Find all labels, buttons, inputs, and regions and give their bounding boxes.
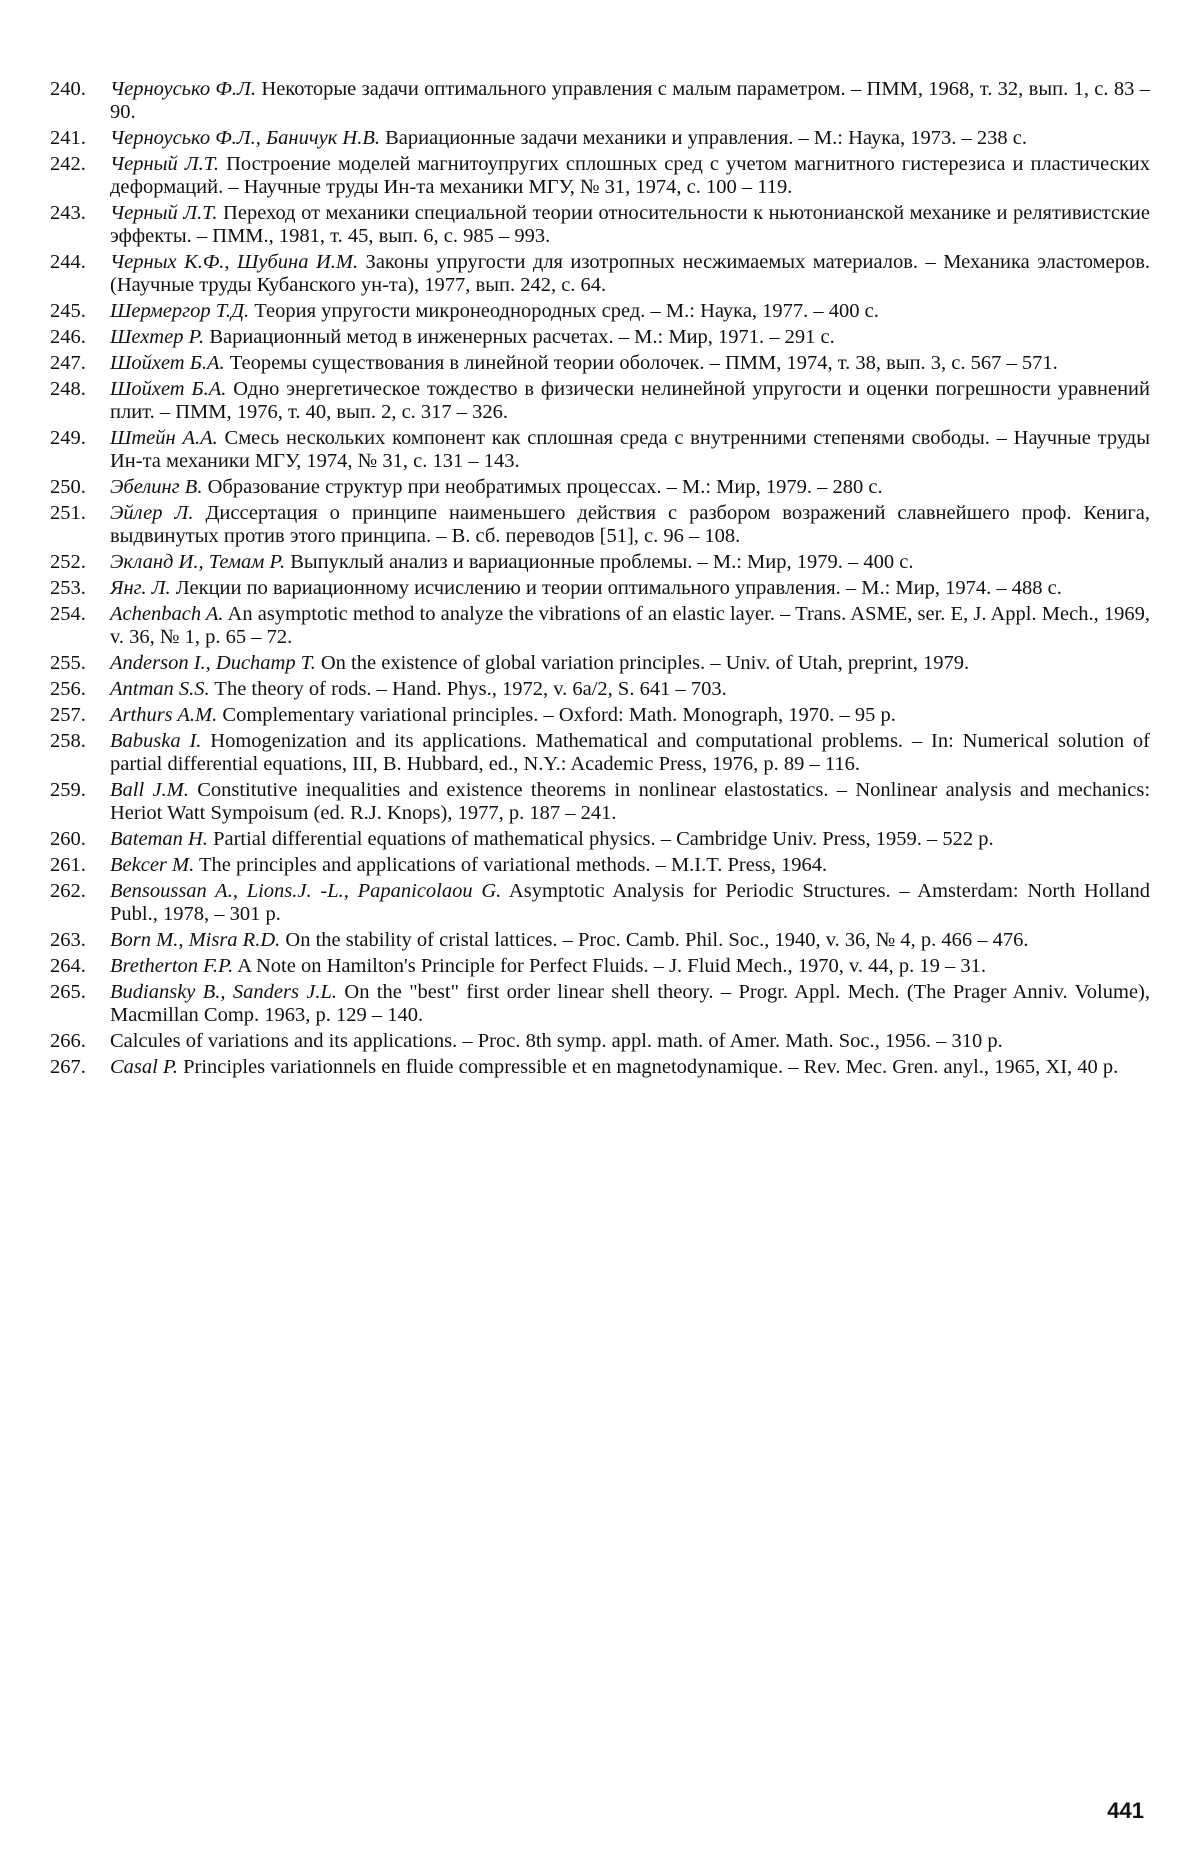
reference-number: 265.	[50, 981, 86, 1003]
reference-text: On the "best" first order linear shell theory. – Progr. Appl. Mech. (The Prager Anniv. Volume), Macmillan Comp. 1963, p. 129 – 140.	[110, 981, 1151, 1026]
reference-entry	[50, 730, 1150, 776]
reference-entry	[50, 1056, 1150, 1079]
reference-text: Complementary variational principles. – Oxford: Math. Monograph, 1970. – 95 p.	[222, 704, 896, 726]
reference-body	[110, 603, 1150, 649]
reference-body	[110, 730, 1150, 776]
reference-body	[110, 352, 1150, 375]
reference-authors: Черноусько Ф.Л.	[110, 78, 257, 100]
reference-text: A Note on Hamilton's Principle for Perfect Fluids. – J. Fluid Mech., 1970, v. 44, p. 19 – 31.	[237, 955, 987, 977]
reference-authors: Budiansky B., Sanders J.L.	[110, 981, 338, 1003]
reference-number: 266.	[50, 1030, 86, 1052]
reference-entry	[50, 929, 1150, 952]
reference-body	[110, 828, 1150, 851]
reference-entry	[50, 378, 1150, 424]
reference-text: Выпуклый анализ и вариационные проблемы. – М.: Мир, 1979. – 400 с.	[290, 551, 914, 573]
reference-body	[110, 652, 1150, 675]
reference-body	[110, 704, 1150, 727]
reference-body	[110, 127, 1150, 150]
reference-entry	[50, 603, 1150, 649]
reference-list	[50, 78, 1150, 1082]
reference-entry	[50, 854, 1150, 877]
reference-authors: Экланд И., Темам Р.	[110, 551, 286, 573]
reference-text: Calcules of variations and its applications. – Proc. 8th symp. appl. math. of Amer. Math. Soc., 1956. – 310 p.	[110, 1030, 1003, 1052]
reference-authors: Achenbach A.	[110, 603, 224, 625]
reference-number: 241.	[50, 127, 86, 149]
reference-entry	[50, 704, 1150, 727]
reference-number: 245.	[50, 300, 86, 322]
reference-entry	[50, 352, 1150, 375]
reference-text: Asymptotic Analysis for Periodic Structures. – Amsterdam: North Holland Publ., 1978, – 301 p.	[110, 880, 1150, 925]
reference-body	[110, 1056, 1150, 1079]
reference-entry	[50, 502, 1150, 548]
reference-authors: Born M., Misra R.D.	[110, 929, 281, 951]
reference-authors: Черных К.Ф., Шубина И.М.	[110, 251, 359, 273]
reference-number: 263.	[50, 929, 86, 951]
reference-body	[110, 326, 1150, 349]
reference-authors: Babuska I.	[110, 730, 202, 752]
reference-text: Partial differential equations of mathematical physics. – Cambridge Univ. Press, 1959. – 522 p.	[213, 828, 994, 850]
reference-entry	[50, 78, 1150, 124]
reference-text: Теоремы существования в линейной теории оболочек. – ПММ, 1974, т. 38, вып. 3, с. 567 – 571.	[229, 352, 1058, 374]
reference-entry	[50, 427, 1150, 473]
reference-text: Вариационные задачи механики и управления. – М.: Наука, 1973. – 238 с.	[385, 127, 1027, 149]
reference-number: 261.	[50, 854, 86, 876]
reference-body	[110, 502, 1150, 548]
reference-text: On the stability of cristal lattices. – Proc. Camb. Phil. Soc., 1940, v. 36, № 4, p. 466 – 476.	[285, 929, 1029, 951]
reference-body	[110, 880, 1150, 926]
reference-text: Законы упругости для изотропных несжимаемых материалов. – Механика эластомеров. (Научные труды Кубанского ун-та), 1977, вып. 242, с. 64.	[110, 251, 1151, 296]
reference-text: Смесь нескольких компонент как сплошная среда с внутренними степенями свободы. – Научные труды Ин-та механики МГУ, 1974, № 31, с. 131 – 143.	[110, 427, 1151, 472]
reference-number: 249.	[50, 427, 86, 449]
reference-number: 252.	[50, 551, 86, 573]
reference-body	[110, 378, 1150, 424]
reference-body	[110, 1030, 1150, 1053]
reference-text: Некоторые задачи оптимального управления с малым параметром. – ПММ, 1968, т. 32, вып. 1, с. 83 – 90.	[110, 78, 1150, 123]
reference-text: Теория упругости микронеоднородных сред. – М.: Наука, 1977. – 400 с.	[254, 300, 879, 322]
reference-authors: Черный Л.Т.	[110, 202, 218, 224]
reference-number: 267.	[50, 1056, 86, 1078]
reference-authors: Casal P.	[110, 1056, 178, 1078]
reference-body	[110, 779, 1150, 825]
reference-text: Переход от механики специальной теории относительности к ньютонианской механике и релятивистские эффекты. – ПММ., 1981, т. 45, вып. 6, с. 985 – 993.	[110, 202, 1150, 247]
page-number: 441	[1107, 1798, 1144, 1823]
reference-body	[110, 929, 1150, 952]
reference-authors: Эбелинг В.	[110, 476, 203, 498]
reference-number: 250.	[50, 476, 86, 498]
reference-text: An asymptotic method to analyze the vibrations of an elastic layer. – Trans. ASME, ser. E, J. Appl. Mech., 1969, v. 36, № 1, p. 65 – 72.	[110, 603, 1150, 648]
reference-number: 240.	[50, 78, 86, 100]
reference-text: Homogenization and its applications. Mathematical and computational problems. – In: Numerical solution of partial differential equations, III, B. Hubbard, ed., N.Y.: Academic Press, 1976, p. 89 – 116.	[110, 730, 1151, 775]
reference-text: The theory of rods. – Hand. Phys., 1972, v. 6a/2, S. 641 – 703.	[214, 678, 727, 700]
reference-number: 264.	[50, 955, 86, 977]
reference-text: Constitutive inequalities and existence theorems in nonlinear elastostatics. – Nonlinear analysis and mechanics: Heriot Watt Sympoisum (ed. R.J. Knops), 1977, p. 187 – 241.	[110, 779, 1151, 824]
reference-number: 255.	[50, 652, 86, 674]
reference-body	[110, 476, 1150, 499]
reference-entry	[50, 326, 1150, 349]
reference-entry	[50, 652, 1150, 675]
reference-body	[110, 577, 1150, 600]
reference-authors: Шермергор Т.Д.	[110, 300, 250, 322]
reference-authors: Шехтер Р.	[110, 326, 205, 348]
reference-entry	[50, 678, 1150, 701]
reference-authors: Черный Л.Т.	[110, 153, 220, 175]
reference-body	[110, 981, 1150, 1027]
reference-entry	[50, 300, 1150, 323]
reference-body	[110, 678, 1150, 701]
reference-number: 262.	[50, 880, 86, 902]
reference-number: 242.	[50, 153, 86, 175]
reference-entry	[50, 202, 1150, 248]
reference-text: The principles and applications of variational methods. – M.I.T. Press, 1964.	[199, 854, 828, 876]
reference-body	[110, 251, 1150, 297]
reference-number: 246.	[50, 326, 86, 348]
reference-number: 251.	[50, 502, 86, 524]
reference-body	[110, 153, 1150, 199]
reference-body	[110, 300, 1150, 323]
reference-entry	[50, 127, 1150, 150]
reference-authors: Bateman H.	[110, 828, 208, 850]
reference-number: 244.	[50, 251, 86, 273]
reference-number: 248.	[50, 378, 86, 400]
reference-authors: Arthurs A.M.	[110, 704, 218, 726]
reference-body	[110, 427, 1150, 473]
reference-text: Диссертация о принципе наименьшего действия с разбором возражений славнейшего проф. Кенига, выдвинутых против этого принципа. – В. сб. переводов [51], с. 96 – 108.	[110, 502, 1150, 547]
reference-entry	[50, 551, 1150, 574]
reference-text: Вариационный метод в инженерных расчетах. – М.: Мир, 1971. – 291 с.	[209, 326, 835, 348]
reference-entry	[50, 1030, 1150, 1053]
reference-authors: Эйлер Л.	[110, 502, 194, 524]
reference-entry	[50, 251, 1150, 297]
reference-entry	[50, 476, 1150, 499]
reference-entry	[50, 577, 1150, 600]
reference-authors: Янг. Л.	[110, 577, 171, 599]
reference-body	[110, 854, 1150, 877]
reference-authors: Штейн А.А.	[110, 427, 218, 449]
reference-body	[110, 78, 1150, 124]
reference-body	[110, 202, 1150, 248]
reference-text: On the existence of global variation principles. – Univ. of Utah, preprint, 1979.	[320, 652, 970, 674]
reference-body	[110, 551, 1150, 574]
reference-entry	[50, 981, 1150, 1027]
reference-text: Одно энергетическое тождество в физически нелинейной упругости и оценки погрешности уравнений плит. – ПММ, 1976, т. 40, вып. 2, с. 317 – 326.	[110, 378, 1150, 423]
reference-number: 256.	[50, 678, 86, 700]
reference-number: 247.	[50, 352, 86, 374]
reference-text: Образование структур при необратимых процессах. – М.: Мир, 1979. – 280 с.	[207, 476, 883, 498]
reference-authors: Шойхет Б.А.	[110, 378, 227, 400]
reference-text: Построение моделей магнитоупругих сплошных сред с учетом магнитного гистерезиса и пластических деформаций. – Научные труды Ин-та механики МГУ, № 31, 1974, с. 100 – 119.	[110, 153, 1150, 198]
reference-entry	[50, 153, 1150, 199]
reference-number: 254.	[50, 603, 86, 625]
reference-entry	[50, 955, 1150, 978]
reference-number: 243.	[50, 202, 86, 224]
reference-authors: Anderson I., Duchamp T.	[110, 652, 316, 674]
reference-entry	[50, 880, 1150, 926]
reference-text: Лекции по вариационному исчислению и теории оптимального управления. – М.: Мир, 1974. – 488 с.	[175, 577, 1062, 599]
reference-authors: Черноусько Ф.Л., Баничук Н.В.	[110, 127, 380, 149]
reference-authors: Шойхет Б.А.	[110, 352, 225, 374]
reference-authors: Bensoussan A., Lions.J. -L., Papanicolaou G.	[110, 880, 502, 902]
reference-text: Principles variationnels en fluide compressible et en magnetodynamique. – Rev. Mec. Gren. anyl., 1965, XI, 40 p.	[183, 1056, 1119, 1078]
reference-entry	[50, 828, 1150, 851]
reference-entry	[50, 779, 1150, 825]
reference-authors: Bekcer M.	[110, 854, 195, 876]
reference-authors: Ball J.M.	[110, 779, 189, 801]
reference-authors: Antman S.S.	[110, 678, 210, 700]
reference-number: 259.	[50, 779, 86, 801]
reference-body	[110, 955, 1150, 978]
reference-number: 257.	[50, 704, 86, 726]
reference-number: 260.	[50, 828, 86, 850]
reference-number: 258.	[50, 730, 86, 752]
reference-authors: Bretherton F.P.	[110, 955, 234, 977]
reference-number: 253.	[50, 577, 86, 599]
